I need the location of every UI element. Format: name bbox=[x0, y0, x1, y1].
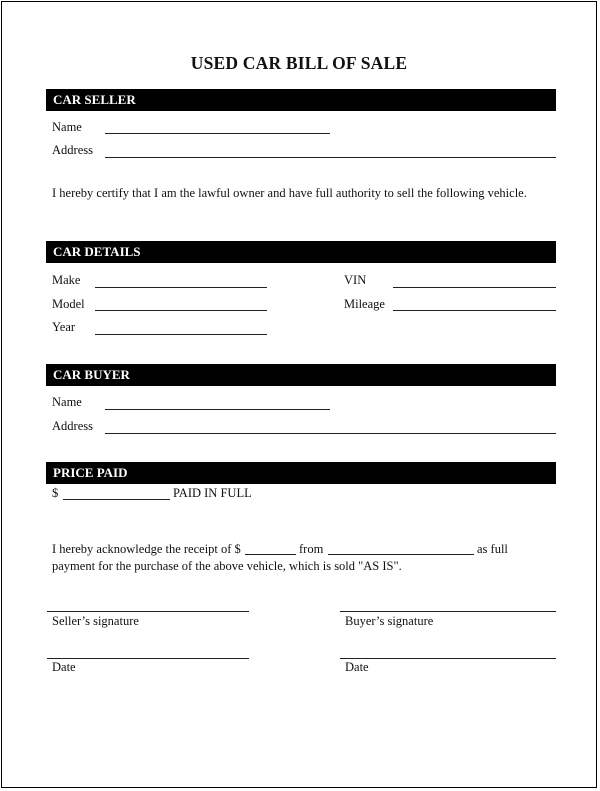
car-seller-heading: CAR SELLER bbox=[46, 89, 556, 111]
car-details-heading: CAR DETAILS bbox=[46, 241, 556, 263]
paid-in-full-text: PAID IN FULL bbox=[173, 486, 252, 500]
seller-address-field[interactable] bbox=[105, 157, 556, 158]
buyer-date-label: Date bbox=[345, 660, 369, 674]
price-currency-symbol: $ bbox=[52, 486, 59, 500]
buyer-name-label: Name bbox=[52, 395, 82, 409]
ack-text-line2: payment for the purchase of the above vehicle, which is sold "AS IS". bbox=[52, 559, 402, 573]
mileage-field[interactable] bbox=[393, 310, 556, 311]
year-field[interactable] bbox=[95, 334, 267, 335]
make-field[interactable] bbox=[95, 287, 267, 288]
seller-name-field[interactable] bbox=[105, 133, 330, 134]
buyer-signature-line[interactable] bbox=[340, 611, 556, 612]
vin-label: VIN bbox=[344, 273, 367, 287]
buyer-address-label: Address bbox=[52, 419, 93, 433]
seller-date-line[interactable] bbox=[47, 658, 249, 659]
year-label: Year bbox=[52, 320, 76, 334]
model-label: Model bbox=[52, 297, 85, 311]
model-field[interactable] bbox=[95, 310, 267, 311]
car-buyer-heading: CAR BUYER bbox=[46, 364, 556, 386]
ack-text-start: I hereby acknowledge the receipt of $ bbox=[52, 542, 241, 556]
buyer-date-line[interactable] bbox=[340, 658, 556, 659]
seller-date-label: Date bbox=[52, 660, 76, 674]
vin-field[interactable] bbox=[393, 287, 556, 288]
document-title: USED CAR BILL OF SALE bbox=[190, 53, 408, 73]
price-paid-heading: PRICE PAID bbox=[46, 462, 556, 484]
ack-from-field[interactable] bbox=[328, 554, 474, 555]
seller-certify-text: I hereby certify that I am the lawful owner and have full authority to sell the following vehicle. bbox=[52, 186, 527, 200]
seller-signature-label: Seller’s signature bbox=[52, 614, 139, 628]
ack-amount-field[interactable] bbox=[245, 554, 296, 555]
seller-name-label: Name bbox=[52, 120, 82, 134]
price-amount-field[interactable] bbox=[63, 499, 170, 500]
buyer-address-field[interactable] bbox=[105, 433, 556, 434]
make-label: Make bbox=[52, 273, 81, 287]
ack-text-as-full: as full bbox=[477, 542, 508, 556]
buyer-name-field[interactable] bbox=[105, 409, 330, 410]
mileage-label: Mileage bbox=[344, 297, 385, 311]
seller-signature-line[interactable] bbox=[47, 611, 249, 612]
seller-address-label: Address bbox=[52, 143, 93, 157]
ack-text-from: from bbox=[299, 542, 324, 556]
buyer-signature-label: Buyer’s signature bbox=[345, 614, 434, 628]
bill-of-sale-page bbox=[1, 1, 597, 788]
